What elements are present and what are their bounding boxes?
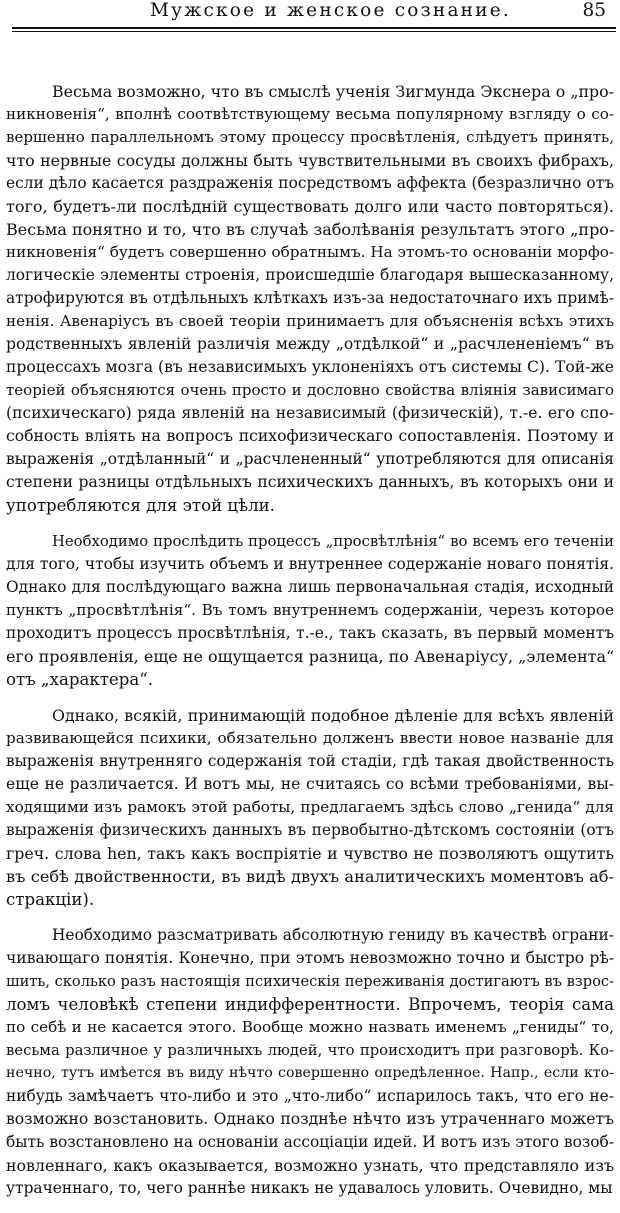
text-line: никновенія“, вполнѣ соотвѣтствующему весьма популярному взгляду о со- [6, 105, 614, 123]
text-line: Необходимо разсматривать абсолютную гениду въ качествѣ ограни- [52, 926, 614, 944]
text-line: проходитъ процессъ просвѣтлѣнія, т.-е., такъ сказать, въ первый моментъ [6, 624, 614, 642]
text-line: того, будетъ-ли послѣдній существовать долго или часто повторяться). [6, 197, 614, 216]
text-line: весьма различное у различныхъ людей, что происходитъ при разговорѣ. Ко- [6, 1042, 614, 1059]
text-line: въ себѣ двойственности, въ видѣ двухъ аналитическихъ моментовъ аб- [6, 867, 614, 886]
text-line: для того, чтобы изучить объемъ и внутреннее содержаніе новаго понятія. [6, 555, 614, 573]
text-line: новленнаго, какъ оказывается, возможно узнать, что представляло изъ [6, 1156, 614, 1175]
text-line: родственныхъ явленій различія между „отдѣлкой“ и „расчлененіемъ“ въ [6, 335, 614, 353]
text-line: Однако, всякій, принимающій подобное дѣленіе для всѣхъ явленій [52, 706, 614, 725]
text-line: вершенно параллельномъ этому процессу просвѣтленія, слѣдуетъ принять, [6, 128, 614, 146]
header-rule [12, 27, 616, 32]
text-line: процессахъ мозга (въ независимыхъ уклоненіяхъ отъ системы C). Той-же [6, 358, 614, 376]
text-line: логическіе элементы строенія, происшедшіе благодаря вышесказанному, [6, 266, 614, 284]
text-line: утраченнаго, то, чего раннѣе никакъ не удавалось уловить. Очевидно, мы [6, 1179, 613, 1197]
text-line: греч. слова hen, такъ какъ воспріятіе и чувство не позволяютъ ощутить [6, 844, 614, 863]
text-line: чивающаго понятія. Конечно, при этомъ невозможно точно и быстро рѣ- [6, 949, 614, 967]
text-line: если дѣло касается раздраженія посредствомъ аффекта (безразлично отъ [6, 174, 614, 192]
text-line: отъ „характера“. [6, 670, 154, 689]
text-line: развивающейся психики, обязательно долженъ ввести новое названіе для [6, 729, 614, 747]
text-line: собность вліять на вопросъ психофизическаго сопоставленія. Поэтому и [6, 427, 614, 445]
text-line: еще не различается. И вотъ мы, не считаясь со всѣми требованіями, вы- [6, 775, 614, 793]
text-line: нибудь замѣчаетъ что-либо и это „что-либо“ испарилось такъ, что его не- [6, 1087, 614, 1105]
paragraph [0, 530, 620, 691]
body-text [0, 80, 620, 1213]
text-line: возможно возстановить. Однако позднѣе нѣчто изъ утраченнаго можетъ [6, 1110, 614, 1128]
text-line: выраженія „отдѣланный“ и „расчлененный“ употребляются для описанія [6, 450, 614, 468]
text-line: употребляются для этой цѣли. [6, 496, 275, 515]
text-line: шить, сколько разъ настоящія психическія переживанія достигаютъ въ взрос- [6, 973, 614, 990]
text-line: никновенія“ будетъ совершенно обратнымъ. На этомъ-то основаніи морфо- [6, 243, 614, 261]
running-title: Мужское и женское сознание. [150, 0, 511, 21]
paragraph [0, 704, 620, 911]
text-line: атрофируются въ отдѣльныхъ клѣткахъ изъ-за недостаточнаго ихъ примѣ- [6, 289, 614, 307]
page-number: 85 [582, 0, 606, 21]
text-line: выраженія физическихъ данныхъ въ первобытно-дѣтскомъ состояніи (отъ [6, 821, 614, 839]
paragraph [0, 80, 620, 517]
text-line: его проявленія, еще не ощущается разница, по Авенаріусу, „элемента“ [6, 647, 615, 666]
paragraph [0, 924, 620, 1200]
text-line: по себѣ и не касается этого. Вообще можно назвать именемъ „гениды“ то, [6, 1018, 614, 1036]
text-line: нечно, тутъ имѣется въ виду нѣчто совершенно опредѣленное. Напр., если кто- [6, 1065, 614, 1081]
text-line: быть возстановлено на основаніи ассоціаціи идей. И вотъ изъ этого возоб- [6, 1133, 614, 1151]
text-line: Необходимо прослѣдить процессъ „просвѣтлѣнія“ во всемъ его теченіи [52, 533, 614, 550]
text-line: Весьма возможно, что въ смыслѣ ученія Зигмунда Экснера о „про- [52, 82, 614, 101]
text-line: ненія. Авенаріусъ въ своей теоріи принимаетъ для объясненія всѣхъ этихъ [6, 312, 614, 330]
text-line: Весьма понятно и то, что въ случаѣ заболѣванія результатъ этого „про- [6, 220, 615, 239]
text-line: ломъ человѣкѣ степени индифферентности. Впрочемъ, теорія сама [6, 995, 614, 1014]
text-line: что нервные сосуды должны быть чувствительными въ своихъ фибрахъ, [6, 151, 614, 170]
text-line: степени разницы отдѣльныхъ психическихъ данныхъ, въ которыхъ они и [6, 473, 614, 491]
text-line: теоріей объясняются очень просто и дословно свойства вліянія зависимаго [6, 381, 614, 399]
text-line: выраженія внутренняго содержанія той стадіи, гдѣ такая двойственность [6, 752, 614, 770]
text-line: пунктъ „просвѣтлѣнія“. Въ томъ внутреннемъ содержаніи, черезъ которое [6, 601, 614, 619]
text-line: ходящими изъ рамокъ этой работы, предлагаемъ здѣсь слово „генида“ для [6, 798, 614, 816]
text-line: стракціи). [6, 890, 95, 909]
running-header [0, 0, 620, 24]
text-line: (психическаго) ряда явленій на независимый (физическій), т.-е. его спо- [6, 404, 614, 422]
text-line: Однако для послѣдующаго важна лишь первоначальная стадія, исходный [6, 578, 614, 596]
